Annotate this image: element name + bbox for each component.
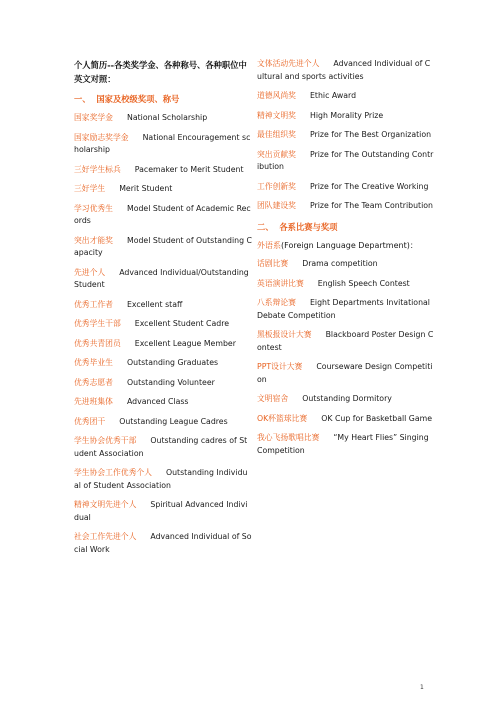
award-entry-en: Prize for The Team Contribution (309, 201, 433, 210)
award-entry (74, 203, 252, 228)
award-entry-en: Prize for The Best Organization (309, 130, 432, 139)
award-entry-cn: 优秀志愿者 (74, 377, 113, 387)
award-entry-cn: 优秀毕业生 (74, 358, 113, 367)
award-entry (74, 318, 252, 331)
award-entry-en: Ethic Award (309, 91, 357, 100)
award-entry-en: Outstanding League Cadres (119, 416, 228, 426)
competition-entry-en: Drama competition (302, 259, 378, 268)
award-entry-en: Prize for The Outstanding Contribution (257, 149, 434, 171)
award-entry-en: Excellent staff (126, 299, 183, 309)
competition-list (257, 258, 435, 457)
competition-entry-cn: OK杯篮球比赛 (257, 413, 308, 423)
award-entry-cn: 优秀学生干部 (74, 319, 121, 328)
competition-entry-cn: 我心飞扬歌唱比赛 (257, 433, 320, 442)
section-heading-department-competitions: 二、 各系比赛与奖项 (257, 221, 338, 232)
section-heading-national-awards: 一、 国家及校级奖项、称号 (74, 94, 180, 104)
page-title: 个人简历--各类奖学金、各种称号、各种职位中英文对照： (74, 60, 247, 84)
competition-entry-en: Eight Departments Invitational Debate Competition (257, 298, 430, 320)
competition-entry (257, 258, 435, 271)
award-entry-cn: 文体活动先进个人 (257, 59, 320, 68)
award-entry-en: Model Student of Outstanding Capacity (74, 235, 252, 257)
award-entry-cn: 突出贡献奖 (257, 149, 296, 159)
award-list-right (257, 58, 435, 213)
award-entry-cn: 学习优秀生 (74, 203, 113, 213)
competition-entry-en: Outstanding Dormitory (302, 394, 392, 403)
award-entry-en: Pacemaker to Merit Student (134, 164, 244, 174)
award-entry (257, 90, 435, 103)
award-entry-cn: 先进个人 (74, 267, 106, 277)
competition-entry-en: OK Cup for Basketball Game (321, 413, 433, 423)
award-entry-cn: 工作创新奖 (257, 181, 296, 191)
award-entry-en: Advanced Individual/Outstanding Student (74, 267, 249, 289)
award-entry (257, 129, 435, 142)
right-column (257, 58, 435, 464)
award-entry (257, 110, 435, 123)
award-entry-en: Advanced Individual of Cultural and sports activities (257, 59, 431, 81)
competition-entry (257, 432, 435, 457)
award-entry-en: Prize for The Creative Working (309, 181, 429, 191)
award-entry-cn: 国家奖学金 (74, 113, 113, 122)
award-entry-cn: 优秀团干 (74, 416, 106, 426)
award-entry-en: High Morality Prize (309, 110, 384, 120)
award-entry-en: Advanced Individual of Social Work (74, 532, 252, 554)
award-entry-en: National Scholarship (126, 113, 208, 122)
award-entry-en: Spiritual Advanced Individual (74, 500, 248, 522)
award-entry (74, 377, 252, 390)
award-entry-en: National Encouragement scholarship (74, 132, 251, 154)
award-entry-cn: 学生协会优秀干部 (74, 436, 137, 445)
award-entry (74, 467, 252, 492)
competition-entry (257, 361, 435, 386)
award-entry (74, 338, 252, 351)
competition-entry-en: Blackboard Poster Design Contest (257, 330, 434, 352)
award-entry-cn: 优秀共青团员 (74, 338, 121, 348)
award-entry (74, 531, 252, 556)
award-entry-cn: 学生协会工作优秀个人 (74, 468, 152, 477)
competition-entry-cn: 黑板报设计大赛 (257, 330, 312, 339)
award-entry-cn: 最佳组织奖 (257, 130, 296, 139)
competition-entry-en: Courseware Design Competition (257, 362, 433, 384)
award-entry-cn: 三好学生标兵 (74, 164, 121, 174)
award-entry-en: Excellent League Member (134, 338, 236, 348)
competition-entry-cn: PPT设计大赛 (257, 362, 303, 371)
award-entry (74, 132, 252, 157)
award-entry-en: Merit Student (119, 184, 173, 193)
department-name-en: (Foreign Language Department)： (281, 240, 418, 250)
award-entry-cn: 三好学生 (74, 184, 106, 193)
award-entry-en: Outstanding Graduates (126, 358, 219, 367)
competition-entry-cn: 英语演讲比赛 (257, 278, 304, 288)
competition-entry (257, 278, 435, 291)
competition-entry-cn: 八系辩论赛 (257, 298, 296, 307)
award-entry (74, 235, 252, 260)
award-entry-cn: 社会工作先进个人 (74, 532, 137, 541)
competition-entry-en: “My Heart Flies” Singing Competition (257, 433, 429, 455)
award-entry-en: Outstanding cadres of Student Association (74, 436, 248, 458)
award-entry-cn: 精神文明奖 (257, 110, 296, 120)
award-entry (74, 396, 252, 409)
award-entry-en: Advanced Class (126, 397, 189, 406)
competition-entry-cn: 文明宿舍 (257, 394, 289, 403)
award-entry (257, 58, 435, 83)
department-heading (257, 240, 435, 253)
competition-entry (257, 297, 435, 322)
competition-entry-en: English Speech Contest (317, 278, 410, 288)
award-entry (257, 149, 435, 174)
competition-entry (257, 413, 435, 426)
award-entry (74, 416, 252, 429)
award-entry-en: Outstanding Individual of Student Association (74, 468, 248, 490)
department-name-cn: 外语系 (257, 240, 281, 250)
award-entry-cn: 精神文明先进个人 (74, 500, 137, 509)
award-entry (74, 499, 252, 524)
award-entry (74, 267, 252, 292)
award-entry-en: Excellent Student Cadre (134, 319, 230, 328)
award-entry (257, 200, 435, 213)
page-number: 1 (420, 684, 424, 691)
award-entry-cn: 突出才能奖 (74, 235, 113, 245)
award-entry (74, 357, 252, 370)
award-entry (74, 435, 252, 460)
award-entry-cn: 道德风尚奖 (257, 91, 296, 100)
award-entry-cn: 先进班集体 (74, 397, 113, 406)
award-entry (257, 181, 435, 194)
competition-entry-cn: 话剧比赛 (257, 259, 289, 268)
award-entry-en: Outstanding Volunteer (126, 377, 215, 387)
award-list-left (74, 112, 252, 556)
competition-entry (257, 393, 435, 406)
award-entry (74, 112, 252, 125)
award-entry-en: Model Student of Academic Records (74, 203, 251, 225)
award-entry (74, 164, 252, 177)
competition-entry (257, 329, 435, 354)
award-entry-cn: 国家励志奖学金 (74, 132, 129, 142)
left-column (74, 58, 252, 563)
award-entry-cn: 优秀工作者 (74, 299, 113, 309)
award-entry (74, 299, 252, 312)
award-entry-cn: 团队建设奖 (257, 201, 296, 210)
award-entry (74, 183, 252, 196)
